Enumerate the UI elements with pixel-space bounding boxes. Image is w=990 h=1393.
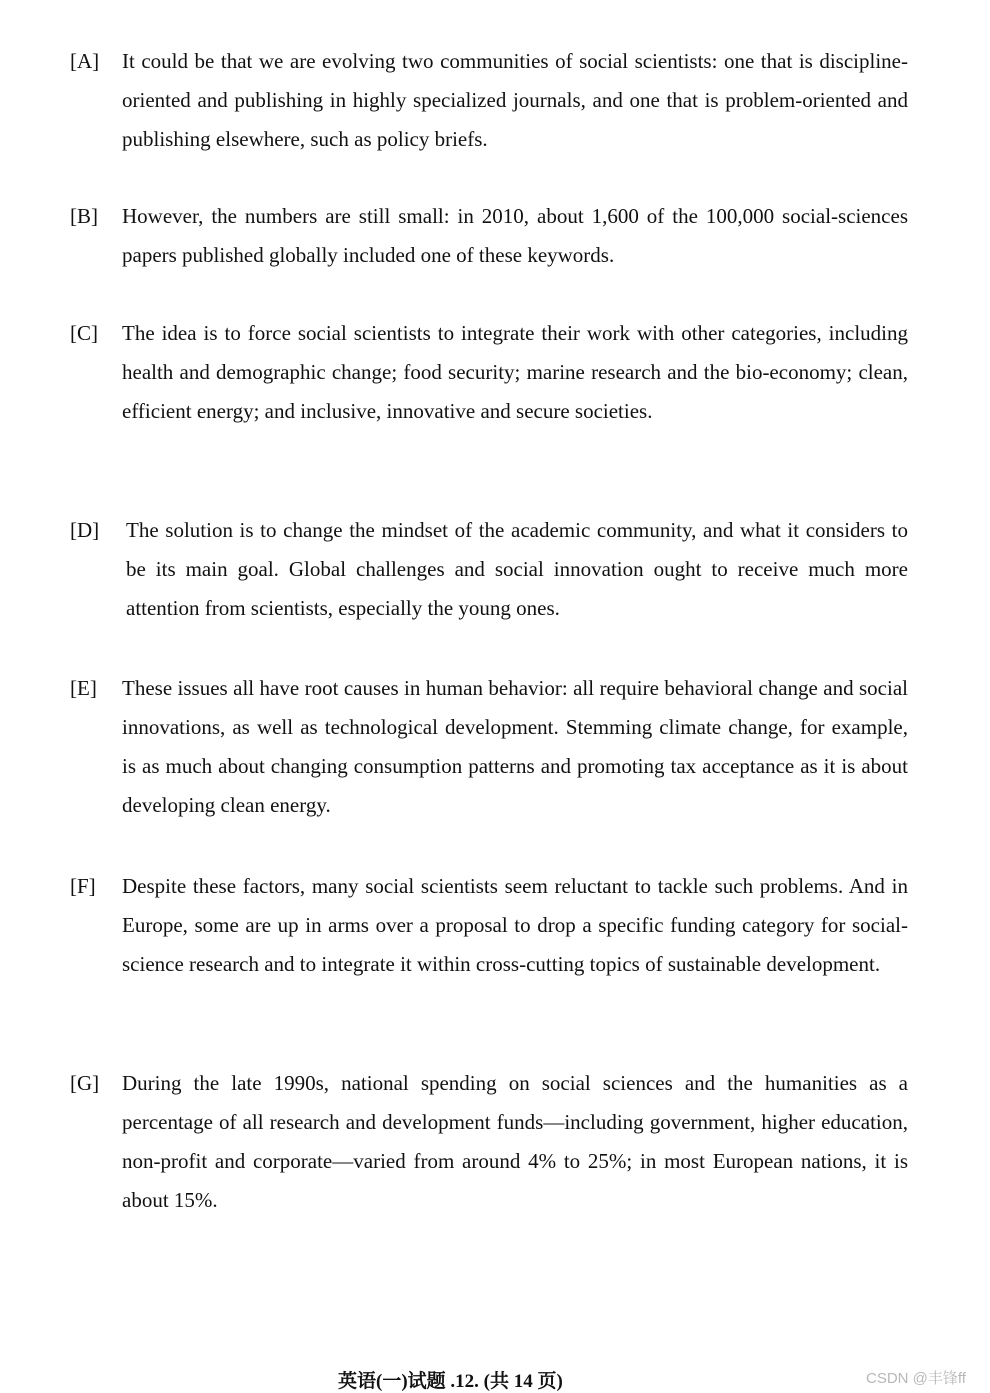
paragraph-label: [C] (70, 321, 98, 345)
paragraph-text: The solution is to change the mindset of the academic community, and what it considers to be its main goal. Global challenges and social innovation ought to receive much more attention from scientists, especially the young ones. (126, 518, 908, 620)
paragraph-label: [E] (70, 676, 97, 700)
page-footer: 英语(一)试题 .12. (共 14 页) (338, 1371, 563, 1392)
paragraph-c (70, 314, 908, 431)
paragraph-f (70, 867, 908, 984)
paragraph-label: [B] (70, 204, 98, 228)
paragraph-a (70, 42, 908, 159)
paragraph-label: [F] (70, 874, 96, 898)
paragraph-text: Despite these factors, many social scientists seem reluctant to tackle such problems. And in Europe, some are up in arms over a proposal to drop a specific funding category for social-science research and to integrate it within cross-cutting topics of sustainable development. (122, 874, 908, 976)
paragraph-label: [D] (70, 518, 100, 542)
paragraph-text: The idea is to force social scientists to integrate their work with other categories, including health and demographic change; food security; marine research and the bio-economy; clean, efficient energy; and inclusive, innovative and secure societies. (122, 321, 908, 423)
paragraph-label: [G] (70, 1071, 100, 1095)
paragraph-text: However, the numbers are still small: in 2010, about 1,600 of the 100,000 social-sciences papers published globally included one of these keywords. (122, 204, 908, 267)
paragraph-label: [A] (70, 49, 100, 73)
paragraph-b (70, 197, 908, 275)
paragraph-text: During the late 1990s, national spending on social sciences and the humanities as a percentage of all research and development funds—including government, higher education, non-profit and corporate—varied from around 4% to 25%; in most European nations, it is about 15%. (122, 1071, 908, 1212)
paragraph-text: It could be that we are evolving two communities of social scientists: one that is discipline-oriented and publishing in highly specialized journals, and one that is problem-oriented and publishing elsewhere, such as policy briefs. (122, 49, 908, 151)
watermark: CSDN @丰锋ff (866, 1370, 966, 1387)
paragraph-text: These issues all have root causes in human behavior: all require behavioral change and social innovations, as well as technological development. Stemming climate change, for example, is as much about changing consumption patterns and promoting tax acceptance as it is about developing clean energy. (122, 676, 908, 817)
paragraph-e (70, 669, 908, 825)
paragraph-g (70, 1064, 908, 1220)
paragraph-d (70, 511, 908, 628)
